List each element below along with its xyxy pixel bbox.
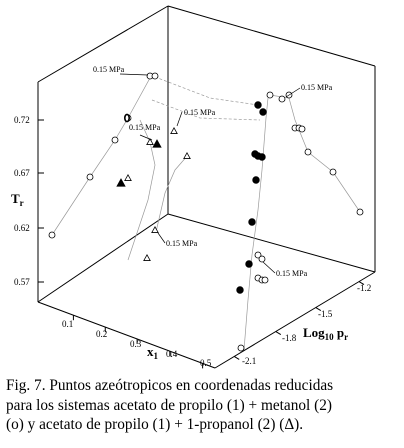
x-tick-label: 0.4	[166, 349, 178, 359]
caption-line: (o) y acetato de propilo (1) + 1-propanol (2) (Δ).	[6, 416, 304, 433]
pressure-annotation: 0.15 MPa	[166, 239, 198, 248]
annotation-arrow	[158, 233, 165, 243]
guide-propanol-right	[156, 155, 188, 232]
pressure-annotation: 0.15 MPa	[184, 108, 216, 117]
open-circle-marker	[259, 256, 265, 262]
annotation-arrow	[140, 135, 152, 140]
filled-circle-marker	[237, 287, 244, 294]
box-edge-x-axis	[38, 302, 215, 368]
pressure-annotation: 0.15 MPa	[301, 83, 333, 92]
open-circle-marker	[267, 92, 273, 98]
y-axis-title-tail: p	[333, 325, 345, 340]
filled-circle-marker	[259, 154, 266, 161]
open-circle-marker	[279, 96, 285, 102]
box-edge-y-axis	[215, 272, 375, 368]
x-tick-label: 0.1	[62, 319, 74, 329]
caption-line: Fig. 7. Puntos azeótropicos en coordenadas reducidas	[6, 377, 334, 394]
box-edge-inner-floor-back	[168, 214, 375, 272]
open-triangle-marker	[125, 175, 131, 181]
y-tick-label: -1.5	[318, 309, 333, 319]
y-tick-label: -1.2	[357, 283, 372, 293]
filled-circle-marker	[249, 219, 256, 226]
y-tick	[276, 332, 281, 335]
open-circle-marker	[112, 137, 118, 143]
guide-left-metanol	[52, 75, 153, 235]
x-tick-label: 0.2	[96, 329, 108, 339]
guide-center-main	[244, 98, 268, 350]
open-circle-marker	[330, 169, 336, 175]
open-circle-marker	[299, 126, 305, 132]
y-axis-title-sub: 10	[324, 332, 334, 342]
box-edge-top-back	[168, 6, 375, 66]
guide-right-metanol	[270, 95, 360, 212]
open-triangle-marker	[171, 128, 177, 134]
caption-line: para los sistemas acetato de propilo (1) + metanol (2)	[6, 396, 332, 414]
open-circle-marker	[49, 232, 55, 238]
open-circle-marker	[87, 174, 93, 180]
z-axis-title	[11, 191, 24, 208]
open-circle-marker	[125, 114, 129, 121]
z-tick-label: 0.57	[14, 277, 30, 287]
figure-caption	[6, 376, 402, 435]
open-circle-marker	[238, 345, 244, 351]
filled-circle-marker	[253, 177, 260, 184]
z-tick-label: 0.62	[14, 223, 30, 233]
open-circle-marker	[305, 149, 311, 155]
open-triangle-marker	[147, 139, 153, 145]
open-circle-marker	[152, 73, 158, 79]
y-tick	[234, 356, 239, 359]
y-axis-title	[303, 325, 348, 342]
z-axis-title-sub: r	[19, 198, 24, 208]
filled-triangle-marker	[117, 179, 125, 186]
annotation-arrow	[263, 262, 275, 273]
filled-circle-marker	[255, 102, 262, 109]
z-tick-label: 0.67	[14, 168, 30, 178]
x-tick-label: 0.3	[130, 339, 142, 349]
x-axis-title-main: x	[147, 344, 154, 359]
annotation-arrow	[177, 112, 182, 126]
y-tick-label: -2.1	[242, 356, 257, 366]
z-tick-label: 0.72	[14, 115, 30, 125]
z-axis-title-main: T	[11, 191, 20, 206]
pressure-annotation: 0.15 MPa	[93, 65, 125, 74]
y-axis-title-main: Log	[303, 325, 325, 340]
pressure-annotation: 0.15 MPa	[276, 269, 308, 278]
open-triangle-marker	[184, 153, 190, 159]
open-circle-marker	[262, 277, 268, 283]
filled-triangle-marker	[153, 140, 161, 147]
y-tick-label: -1.8	[282, 333, 297, 343]
x-axis-title-sub: 1	[153, 351, 158, 361]
annotation-arrow	[120, 74, 148, 75]
filled-circle-marker	[260, 109, 267, 116]
open-circle-marker	[357, 209, 363, 215]
y-axis-title-tail-sub: r	[344, 332, 349, 342]
pressure-annotation: 0.15 MPa	[129, 123, 161, 132]
filled-circle-marker	[246, 261, 253, 268]
open-triangle-marker	[144, 255, 150, 261]
x-tick-label: 0.5	[200, 358, 212, 368]
guide-dashed-top	[150, 75, 258, 105]
